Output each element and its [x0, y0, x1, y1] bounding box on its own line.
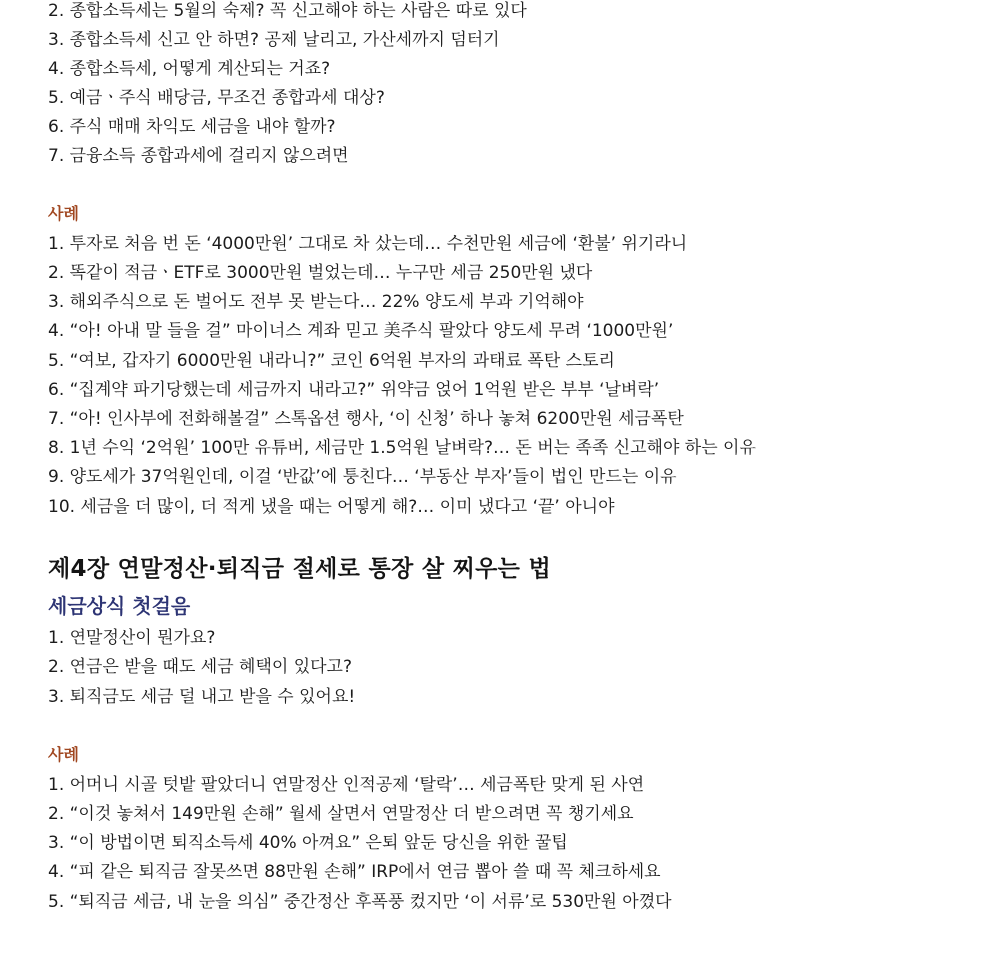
- case-item: 1. 투자로 처음 번 돈 ‘4000만원’ 그대로 차 샀는데… 수천만원 세금에 ‘환불’ 위기라니: [48, 234, 688, 254]
- case-item: 6. “집계약 파기당했는데 세금까지 내라고?” 위약금 얹어 1억원 받은 부부 ‘날벼락’: [48, 380, 660, 400]
- case-item: 5. “퇴직금 세금, 내 눈을 의심” 중간정산 후폭풍 컸지만 ‘이 서류’로 530만원 아꼈다: [48, 892, 672, 912]
- case-item: 2. 똑같이 적금ㆍETF로 3000만원 벌었는데… 누구만 세금 250만원 냈다: [48, 263, 593, 283]
- case-item: 4. “피 같은 퇴직금 잘못쓰면 88만원 손해” IRP에서 연금 뽑아 쓸 때 꼭 체크하세요: [48, 862, 661, 882]
- list-item: 3. 종합소득세 신고 안 하면? 공제 날리고, 가산세까지 덤터기: [48, 30, 500, 50]
- list-item: 6. 주식 매매 차익도 세금을 내야 할까?: [48, 117, 336, 137]
- case-item: 9. 양도세가 37억원인데, 이걸 ‘반값’에 퉁친다… ‘부동산 부자’들이 법인 만드는 이유: [48, 467, 677, 487]
- case-item: 4. “아! 아내 말 들을 걸” 마이너스 계좌 믿고 美주식 팔았다 양도세 무려 ‘1000만원’: [48, 321, 674, 341]
- case-item: 2. “이것 놓쳐서 149만원 손해” 월세 살면서 연말정산 더 받으려면 꼭 챙기세요: [48, 804, 634, 824]
- chapter-title: 제4장 연말정산·퇴직금 절세로 통장 살 찌우는 법: [48, 556, 552, 582]
- case-item: 1. 어머니 시골 텃밭 팔았더니 연말정산 인적공제 ‘탈락’… 세금폭탄 맞게 된 사연: [48, 775, 645, 795]
- list-item: 7. 금융소득 종합과세에 걸리지 않으려면: [48, 146, 349, 166]
- list-item: 3. 퇴직금도 세금 덜 내고 받을 수 있어요!: [48, 687, 356, 707]
- case-label: 사례: [48, 204, 79, 223]
- case-item: 8. 1년 수익 ‘2억원’ 100만 유튜버, 세금만 1.5억원 날벼락?… 돈 버는 족족 신고해야 하는 이유: [48, 438, 756, 458]
- list-item: 5. 예금ㆍ주식 배당금, 무조건 종합과세 대상?: [48, 88, 385, 108]
- list-item: 2. 연금은 받을 때도 세금 혜택이 있다고?: [48, 657, 352, 677]
- case-item: 7. “아! 인사부에 전화해볼걸” 스톡옵션 행사, ‘이 신청’ 하나 놓쳐 6200만원 세금폭탄: [48, 409, 684, 429]
- list-item: 2. 종합소득세는 5월의 숙제? 꼭 신고해야 하는 사람은 따로 있다: [48, 1, 527, 21]
- case-item: 10. 세금을 더 많이, 더 적게 냈을 때는 어떻게 해?… 이미 냈다고 ‘끝’ 아니야: [48, 497, 615, 517]
- case-label: 사례: [48, 745, 79, 764]
- list-item: 1. 연말정산이 뭔가요?: [48, 628, 216, 648]
- list-item: 4. 종합소득세, 어떻게 계산되는 거죠?: [48, 59, 331, 79]
- case-item: 3. 해외주식으로 돈 벌어도 전부 못 받는다… 22% 양도세 부과 기억해야: [48, 292, 584, 312]
- case-item: 3. “이 방법이면 퇴직소득세 40% 아껴요” 은퇴 앞둔 당신을 위한 꿀팁: [48, 833, 568, 853]
- section-title: 세금상식 첫걸음: [48, 594, 191, 618]
- case-item: 5. “여보, 갑자기 6000만원 내라니?” 코인 6억원 부자의 과태료 폭탄 스토리: [48, 351, 615, 371]
